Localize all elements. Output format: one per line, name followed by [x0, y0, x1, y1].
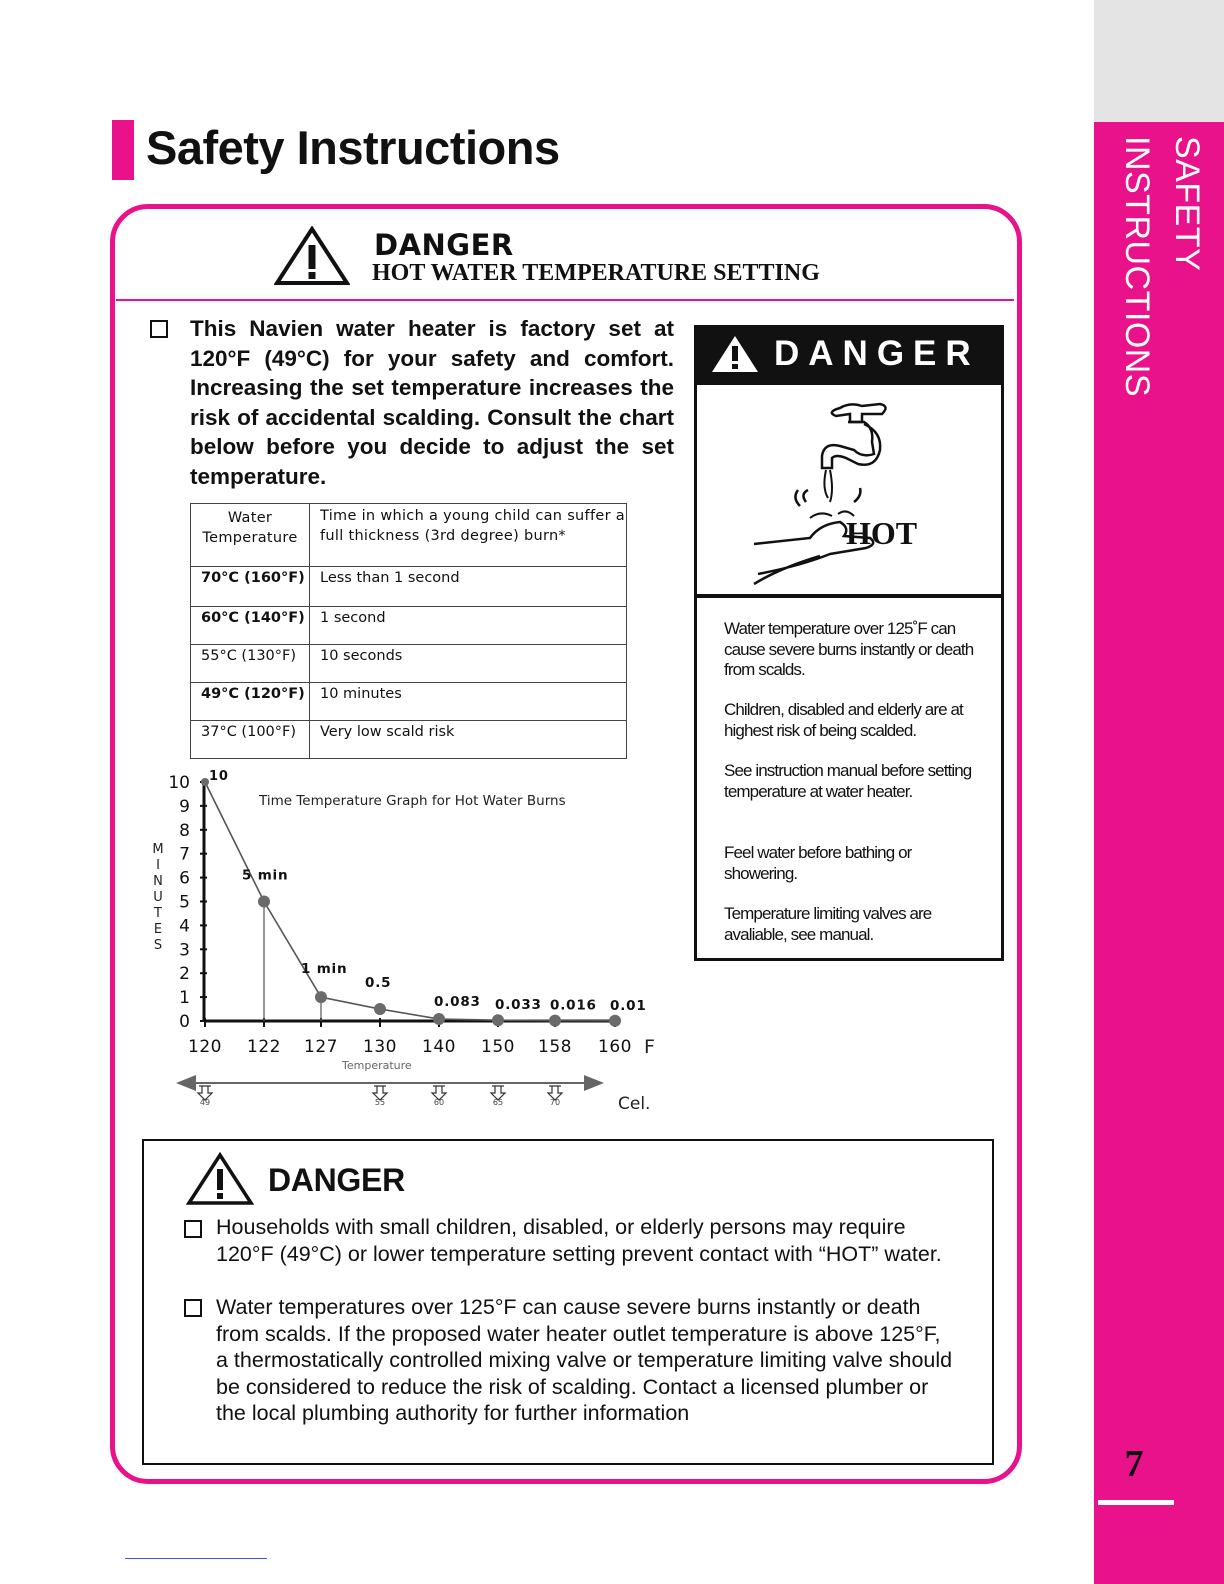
label-message: Children, disabled and elderly are at highest risk of being scalded.: [724, 700, 963, 740]
chart-point: [433, 1013, 445, 1025]
header-subtitle: HOT WATER TEMPERATURE SETTING: [372, 260, 820, 286]
chart-y-tick-label: 9: [179, 796, 190, 817]
warning-triangle-icon: [186, 1152, 254, 1206]
chart-x-unit: F: [644, 1036, 655, 1058]
chart-y-tick-label: 2: [179, 964, 190, 985]
bullet-checkbox-icon: [184, 1220, 202, 1238]
chart-point-label: 0.083: [434, 994, 481, 1011]
table-cell-temperature: 60°C (140°F): [191, 607, 310, 645]
chart-y-ticks: [168, 773, 207, 1032]
celsius-tick-label: 55: [374, 1098, 386, 1107]
chart-point: [549, 1015, 561, 1027]
chart-point: [374, 1003, 386, 1015]
chart-y-label-letter: U: [153, 890, 163, 905]
chart-y-tick-label: 5: [179, 892, 190, 913]
table-cell-temperature: 49°C (120°F): [191, 683, 310, 721]
bottom-danger-word: DANGER: [268, 1162, 405, 1198]
chart-x-tick-label: 140: [422, 1037, 456, 1057]
table-row: [191, 645, 627, 683]
chart-y-tick-label: 1: [179, 988, 190, 1009]
chart-point-label: 10: [209, 769, 229, 784]
chart-y-axis-label: [152, 842, 163, 953]
chart-x-tick-label: 130: [363, 1037, 397, 1057]
table-cell-time: Very low scald risk: [310, 721, 627, 759]
table-row: [191, 683, 627, 721]
table-row: [191, 567, 627, 607]
warning-triangle-icon: [710, 334, 760, 374]
table-cell-temperature: 70°C (160°F): [191, 567, 310, 607]
title-accent-bar: [112, 120, 134, 180]
chart-y-tick-label: 4: [179, 916, 190, 937]
celsius-tick-label: 60: [433, 1098, 445, 1107]
chart-x-axis-label: Temperature: [342, 1059, 412, 1072]
label-message: Feel water before bathing or showering.: [724, 843, 912, 883]
label-message: Water temperature over 125˚F can cause severe burns instantly or death from scalds.: [724, 619, 974, 679]
bullet-checkbox-icon: [150, 320, 168, 338]
chart-x-tick-label: 158: [538, 1037, 572, 1057]
chart-y-label-letter: E: [153, 922, 163, 937]
chart-y-tick-label: 8: [179, 820, 190, 841]
chart-point: [258, 896, 270, 908]
table-header-cell: Time in which a young child can suffer a full thickness (3rd degree) burn*: [310, 504, 627, 567]
chart-y-label-letter: I: [156, 858, 160, 873]
table-header-cell: Water Temperature: [191, 504, 310, 567]
danger-label-title: DANGER: [774, 334, 980, 373]
chart-x-tick-label: 160: [598, 1037, 632, 1057]
table-cell-temperature: 37°C (100°F): [191, 721, 310, 759]
chart-x-ticks: [188, 1018, 632, 1057]
side-section-label: [1112, 136, 1206, 536]
page-title: Safety Instructions: [146, 121, 560, 174]
chart-title: Time Temperature Graph for Hot Water Burns: [259, 793, 566, 809]
chart-y-tick-label: 0: [179, 1012, 190, 1032]
chart-point-label: 0.01: [610, 997, 647, 1014]
chart-celsius-scale: [176, 1075, 604, 1107]
hot-image-text: HOT: [846, 515, 918, 551]
hot-faucet-hand-icon: [750, 398, 950, 590]
chart-point-label: 5 min: [242, 867, 289, 884]
chart-x-tick-label: 127: [304, 1037, 338, 1057]
page-number: 7: [1124, 1443, 1144, 1485]
chart-y-label-letter: S: [153, 938, 163, 953]
chart-point-label: 0.5: [365, 975, 392, 992]
chart-point-label: 1 min: [301, 961, 348, 978]
celsius-tick-label: 49: [199, 1098, 211, 1107]
celsius-tick-label: 65: [492, 1098, 504, 1107]
celsius-arrow-left-icon: [176, 1075, 196, 1091]
chart-y-tick-label: 10: [168, 773, 190, 793]
table-cell-time: Less than 1 second: [310, 567, 627, 607]
side-tab-grey: [1094, 0, 1224, 122]
burn-time-table: [190, 503, 627, 759]
bullet-checkbox-icon: [184, 1299, 202, 1317]
table-cell-time: 10 minutes: [310, 683, 627, 721]
bottom-danger-item: Water temperatures over 125°F can cause severe burns instantly or death from scalds. If the proposed water heater outlet temperature is above 125°F, a thermostatically controlled mixing valve or temperature limiting valve should be considered to reduce the risk of scalding. Contact a licensed plumber or the local plumbing authority for further information: [216, 1295, 953, 1425]
chart-point-label: 0.016: [550, 997, 597, 1014]
side-section-label-text: SAFETY INSTRUCTIONS: [1118, 136, 1206, 397]
footer-rule: [125, 1558, 267, 1559]
table-cell-temperature: 55°C (130°F): [191, 645, 310, 683]
table-cell-time: 10 seconds: [310, 645, 627, 683]
chart-x-tick-label: 150: [481, 1037, 515, 1057]
label-message: See instruction manual before setting temperature at water heater.: [724, 761, 972, 801]
header-divider: [116, 299, 1014, 301]
table-row: [191, 721, 627, 759]
chart-y-tick-label: 6: [179, 868, 190, 889]
danger-label-divider: [694, 594, 1004, 598]
chart-point: [315, 991, 327, 1003]
celsius-tick-label: 70: [549, 1098, 561, 1107]
chart-point-label: 0.033: [495, 997, 542, 1014]
table-row: [191, 607, 627, 645]
chart-celsius-unit: Cel.: [618, 1094, 651, 1114]
chart-y-label-letter: M: [152, 842, 164, 857]
chart-y-tick-label: 3: [179, 940, 190, 961]
chart-y-label-letter: T: [154, 906, 162, 921]
page-number-rule: [1098, 1500, 1174, 1505]
table-header-row: [191, 504, 627, 567]
intro-paragraph: This Navien water heater is factory set at 120°F (49°C) for your safety and comfort. Increasing the set temperature increases the risk of accidental scalding. Consult the chart below before you decide to adjust the set temperature.: [190, 316, 674, 489]
celsius-arrow-right-icon: [584, 1075, 604, 1091]
chart-point: [201, 778, 209, 786]
warning-triangle-icon: [274, 226, 350, 286]
chart-x-tick-label: 120: [188, 1037, 222, 1057]
chart-x-tick-label: 122: [247, 1037, 281, 1057]
chart-y-tick-label: 7: [179, 844, 190, 865]
chart-y-label-letter: N: [153, 874, 163, 889]
table-cell-time: 1 second: [310, 607, 627, 645]
label-message: Temperature limiting valves are avaliable, see manual.: [724, 904, 932, 944]
bottom-danger-item: Households with small children, disabled, or elderly persons may require 120°F (49°C) or lower temperature setting prevent contact with “HOT” water.: [216, 1215, 942, 1266]
chart-point: [609, 1015, 621, 1027]
header-danger-word: DANGER: [374, 228, 514, 262]
chart-point: [492, 1014, 504, 1026]
burn-time-chart: [130, 765, 690, 1125]
